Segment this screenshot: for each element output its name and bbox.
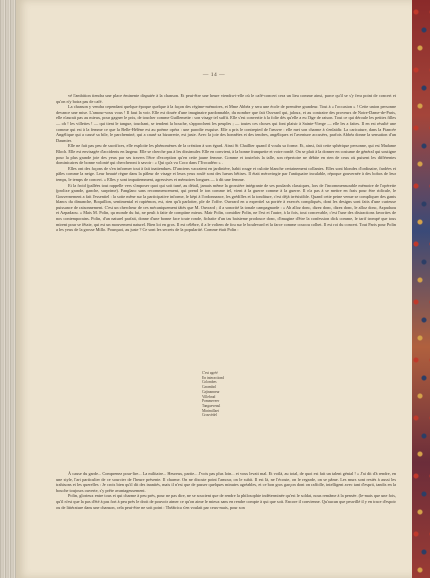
paragraph: vé l'ambition tiendra une place éminente disputée à la chanson. Et peut-être une heure viendra-t-elle où le café-concert cera un lieu comme ainsi, parce qu'il se s'y fera point de concert et qu'on n'y boira pas de café. <box>56 93 396 104</box>
list-item: Cajinanneur <box>202 389 220 394</box>
song-excerpt-list <box>202 371 282 418</box>
paragraph: Et la froid (pallées tout rappelle vers s'imposer quoi qui soit tuné, au détail, jamais même la grossière intégrante de ses poulards classiques, lors de l'incommensurable mémoire de l'opérette (prolixe grande, ganche, surprime). Fanglanc sans recommencement, qui prend le ton comme tel, vient à la guerre comme à la guerre. Il n'a pas à se mettre en frais pour être ridicule, le Gouvernement a fait l'essentiel : la sotte mêne sur la participative informe, le kèpi à l'ordonnance, les grédilles et la tonditure, c'est déjà irrésistible. Quand cette peine venue se compliquer des gants blancs du dimanche, Boquillon, sentimental et rapiémon, est, rien qu'à parlotter, ple de l'offre. Ouvrard en a expertiel sa portée à exercés compliqués, dont les designs sont faits d'une curieuse puissance de raisonnement. C'est un chercheur de ces mécaniquement tâtés que M. Ouvrard ; il a sonorité la tonale campagnarde : « Ah alloz donc, dizez donc, dizez donc, le alloz donc, Azpadaou et Azpadaou. » Mais M. Polin, qu monde du fut, ne peult à faite de comptine mieux. Mair Polin, comidier Polin, ne l'est et l'autre, à la fois, tout concevable, c'est l'une des distractions favorites de nos contemporains. Polin, d'un naturel parfait, donne d'une bonne face toute ronde, fichaite d'un tas baisieme prodouce donc, d'imagine d'être la confession dick comme, le tarif trompé que tous mirent pour se fêtaie, qui est un mouvement naturel. Bien loi en gros. Il est célèbre, il a le voltem de fou sur le boulevard et la farce comme coucou colhet. Il est roi du concert. Tout Paris pour Polin a les yeux de la grosse Millo. Pourquoi, au juste ? Ce sont les secrets de la popularité. Comme était Polin : <box>56 182 396 233</box>
list-item: Crouvèdel <box>202 413 217 418</box>
paragraph: Elle ne fait pas peu de sacrifices, elle exploite les phénomènes de la création à son égard. Ainsi St Chaillier quand il voulu sa forme. Et, ainsi, fait cette sphérique personne, qui est Madame Bloch. Elle est envisagée d'accidents en largeur. Elle se cherche pas à les dissimuler. Elle en convient, à la bonne franquette et voire rondé. On se plait à la donner en costume de général qui soutigne pour la plus grande joie des yeux par ses travers l'être d'exception qu'en cette jaune femme. Comme et toutefois la talle, son répertoire ne débite en rien de ceux où puisent les différentes dominicaires de bonne volonté qui chercheront à savoir : « Qui qu'a vu Coco dans l'Trocadéro » . <box>56 143 396 166</box>
paragraph: À cause du garde... Comprenez pour-lire... La militaire... Heureux, partie... J'vois pas plus loin... et vous levait mal. Et voilà, au total, de quoi est fait un talent génial ! « J'ai dit d'à rendre, en une style, l'art particulier de ce sourcier de l'heure présente. Il charme. On ne discute point l'amour, on le subit. Il est là, ne l'écoute, on le regarde, on se pâme. Les murs sont restés à aussi les trahisons et les querelles : Je crois bien qu'il dit des inanités, mais il n'est que de passer quelques minutes agréables, et ce bon gros garçon dont on raffolle, intelligent avec tant d'esprit, tandis en la bouche toujours ouverte, s'y prête avantageusement. <box>56 471 396 493</box>
paragraph: La chanson y vendra cependant quelque époque quelque à la façon des régime-mémoires, et Mme Abbéa y sera une école de première grandeur. Tout à « l'occasion » ! Cette union personne devance une mise. L'amour-vous vous ! Il faut la voir. Elle est douée d'une imaginaire pardonnable, du nombre que fait Ouvrard qui, jaloux, et au contraire des proveurs de Notre-Dame-de-Paris, elle n'aurait pas au mieux, pour gagner le prix, de toucher comme Guillemette : son visage tel suffit. Elle s'est convertie à la folie dès qu'elle a eu l'âge de raison. Tout ce qui déroule les petites filles — oh ! les villettes ! — qui tient le tangue, touchant, se tendent la bouche, s'approchent les peuples ; — toutes ces choses qui font plaisir à Sainte-Vierge — elle les a faites. Il en est résulté une comme qui est à la femme ce que la Belle-Hélène est au poème opéra : une parodie exquise. Elle a pris le contrepied de l'œuvre : elle met son charme à s'enlaidir. La caricature, dans la Fiancée Angélique qui a causé sa bile, le parcheminé, qui a causé sa bizarrerie, est juste. Avec la joie des honnêtes et des tendres, angéliques et l'aventure accusées, parfois Abbéa donne la sensation d'un Daumier. <box>56 104 396 143</box>
list-item: Carambol <box>202 385 217 390</box>
list-item: Villebrad <box>202 394 216 399</box>
book-page <box>16 0 412 578</box>
list-item: Minimillaet <box>202 408 219 413</box>
main-text-block <box>56 93 396 233</box>
list-item: Pommeveer <box>202 399 220 404</box>
marbled-edge <box>412 0 430 578</box>
page-number: — 14 — <box>202 72 226 78</box>
lower-text-block <box>56 471 396 510</box>
paragraph: Polin, glorieux entre tous et qui charme à peu près, pour ne pas dire, ne se soucient que de rendre la philosophie indéterminée qu'est le soldat, nous remâme à la pensée. (le-mais que une fois, qu'il n'est que la pas d'été à pas fort à peu près le droit de pouvoir aimer ce qu'on aime le mieux sans en rendre compte à qui que soit. Encore il convienne. Qu'aucun que peuvillé il y en trace d'espoir ou de littérature dans une chanson, cela peut-être ne soit point : Théâtrica s'en voulait par ceux-mais, pour son <box>56 493 396 510</box>
list-item: C'est agréé <box>202 371 218 375</box>
list-item: Colombes <box>202 380 217 385</box>
list-item: Tangueveaul <box>202 403 221 408</box>
paragraph: Elles ont des façons de s'en informer tout à fait inattendues. D'anciens vacraient en jardinière, habit rouge et culotte blanche certainement collantes. Elles sont blondes d'ordinaire, fardées et pâles comme la neige. Leur beauté règne dans la pâleur de visage et leurs yeux roulé sont des lueurs bêtises. Il était mérovingie par l'antiquaire inculable, répoque gouvernée à des bobos de leur temps, le temps de concert. « Elles y sont impatiemment, agressives et mémoires longues — à dit une femme. <box>56 165 396 182</box>
list-item: En interactiond <box>202 375 225 380</box>
book-spine <box>0 0 16 578</box>
